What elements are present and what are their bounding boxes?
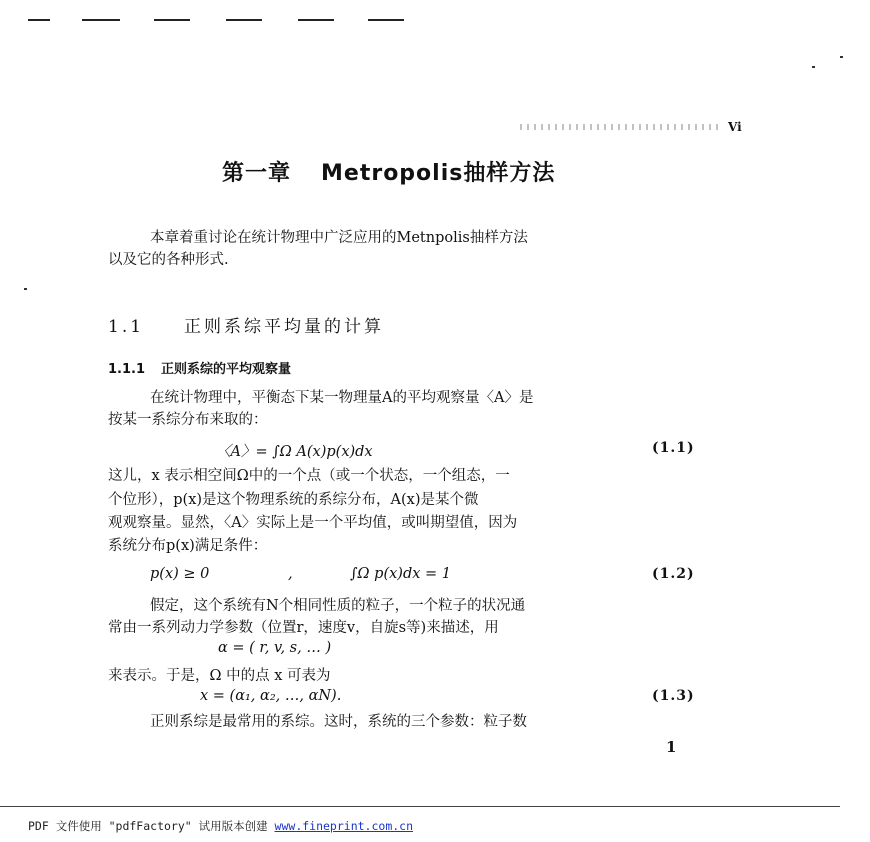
equation-1: 〈A〉= ∫Ω A(x)p(x)dx xyxy=(216,444,373,460)
section-title: 正则系综平均量的计算 xyxy=(184,317,385,337)
equation-1-number: (1.1) xyxy=(652,440,695,456)
chapter-name: Metropolis抽样方法 xyxy=(321,161,556,186)
subsection-title: 正则系综的平均观察量 xyxy=(161,362,292,377)
scan-noise xyxy=(520,124,720,130)
chapter-number: 第一章 xyxy=(222,161,292,186)
body-line: 观观察量。显然，〈A〉实际上是一个平均值，或叫期望值，因为 xyxy=(108,515,518,531)
equation-2-separator: , xyxy=(288,566,293,582)
body-line: 假定，这个系统有N个相同性质的粒子，一个粒子的状况通 xyxy=(150,598,526,614)
equation-2-right: ∫Ω p(x)dx = 1 xyxy=(350,566,452,582)
intro-line: 本章着重讨论在统计物理中广泛应用的Metnpolis抽样方法 xyxy=(150,230,528,246)
scan-dash xyxy=(28,19,50,21)
scan-speck xyxy=(812,66,815,68)
scan-dash xyxy=(154,19,190,21)
body-line: 个位形），p(x)是这个物理系统的系综分布，A(x)是某个微 xyxy=(108,492,479,508)
body-line: 这儿，x 表示相空间Ω中的一个点（或一个状态，一个组态，一 xyxy=(108,468,510,484)
body-line: 在统计物理中，平衡态下某一物理量A的平均观察量〈A〉是 xyxy=(150,390,534,406)
scan-dash xyxy=(298,19,334,21)
scan-dash xyxy=(368,19,404,21)
section-heading xyxy=(108,312,384,337)
page-header-mark: Vi xyxy=(728,120,742,134)
scan-dash xyxy=(82,19,120,21)
footer-text: PDF 文件使用 "pdfFactory" 试用版本创建 xyxy=(28,819,275,833)
subsection-number: 1.1.1 xyxy=(108,362,146,377)
chapter-title xyxy=(222,156,555,187)
subsection-heading xyxy=(108,358,291,377)
body-line: 常由一系列动力学参数（位置r，速度v，自旋s等)来描述，用 xyxy=(108,620,499,636)
equation-2-left: p(x) ≥ 0 xyxy=(150,566,210,582)
body-line: 正则系综是最常用的系综。这时，系统的三个参数：粒子数 xyxy=(150,714,527,730)
section-number: 1.1 xyxy=(108,317,145,337)
footer-divider xyxy=(0,806,840,807)
equation-3: x = (α₁, α₂, …, αN). xyxy=(200,688,342,704)
footer xyxy=(28,818,413,834)
equation-alpha: α = ( r, v, s, … ) xyxy=(218,640,332,656)
equation-2-number: (1.2) xyxy=(652,566,695,582)
body-line: 系统分布p(x)满足条件： xyxy=(108,538,268,554)
page-number: 1 xyxy=(666,738,677,756)
scan-dash xyxy=(226,19,262,21)
equation-3-number: (1.3) xyxy=(652,688,695,704)
body-line: 按某一系综分布来取的： xyxy=(108,412,268,428)
scan-speck xyxy=(840,56,843,58)
intro-line: 以及它的各种形式. xyxy=(108,252,229,268)
body-line: 来表示。于是，Ω 中的点 x 可表为 xyxy=(108,668,331,684)
footer-link[interactable]: www.fineprint.com.cn xyxy=(274,819,414,833)
scan-speck xyxy=(24,288,27,290)
